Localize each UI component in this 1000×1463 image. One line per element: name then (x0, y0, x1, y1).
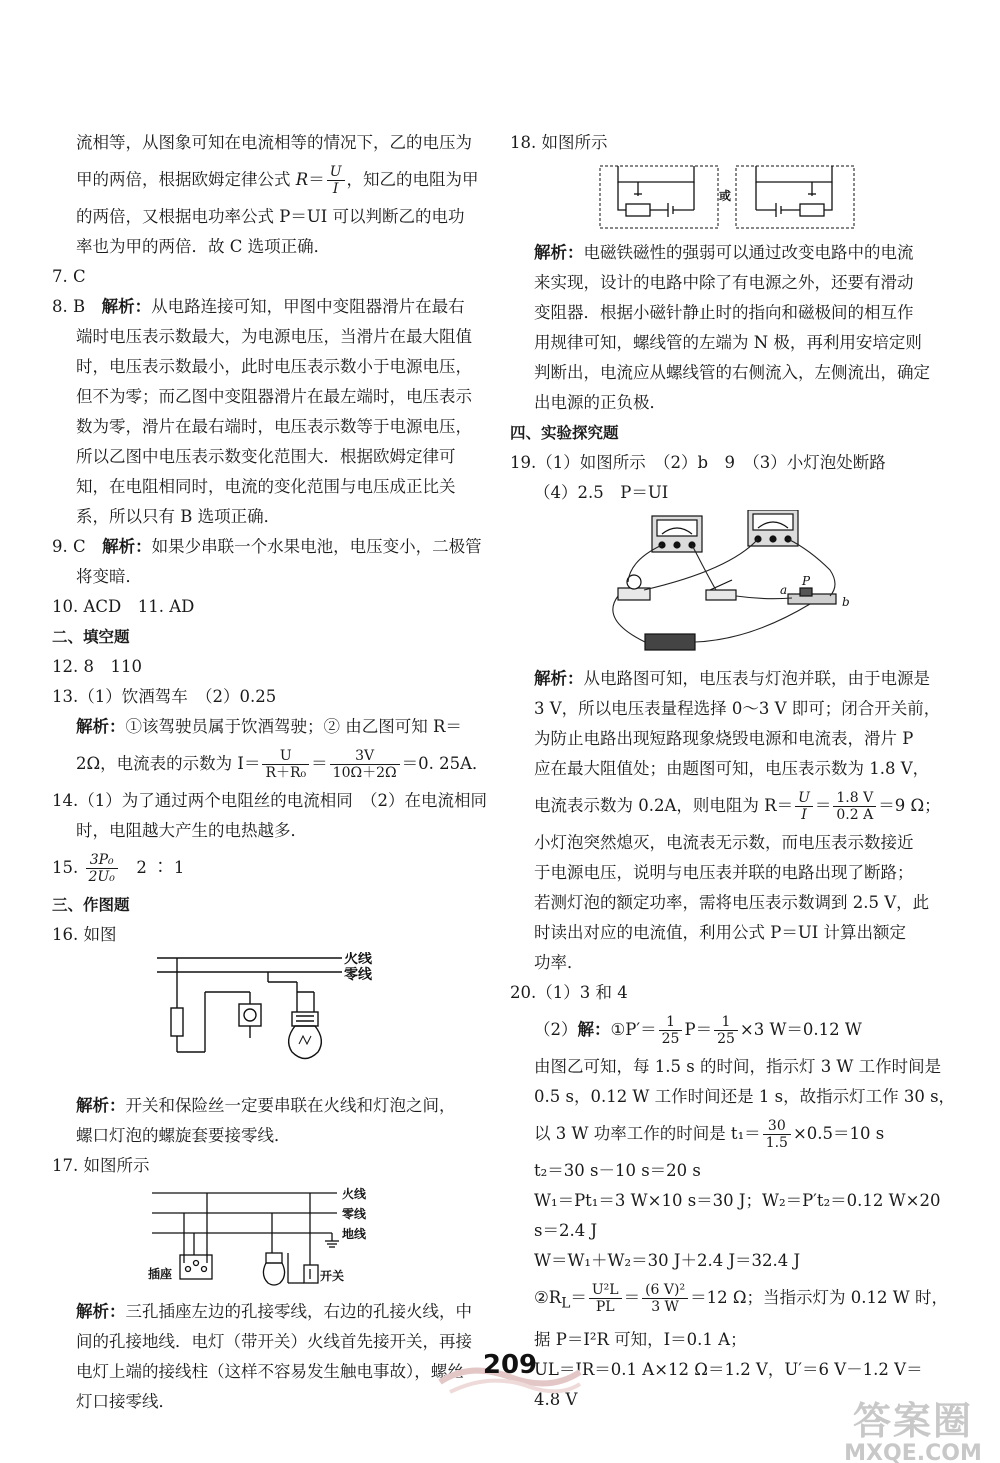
fraction: $\frac{\text{(6 V)²}}{3 W}$ (642, 1282, 688, 1315)
switch-label: 开关 (320, 1269, 345, 1283)
page-number: 209 (482, 1350, 538, 1380)
section-heading: 四、实验探究题 (510, 424, 619, 442)
text-line: 解析：开关和保险丝一定要串联在火线和灯泡之间， (76, 1096, 456, 1115)
switch-icon (239, 1004, 261, 1026)
text-line: 出电源的正负极． (534, 393, 666, 412)
text-line: 时读出对应的电流值，利用公式 P＝UI 计算出额定 (534, 923, 907, 942)
lamp-socket-icon (266, 1253, 282, 1263)
text-line: 端时电压表示数最大，为电源电压，当滑片在最大阻值 (76, 327, 472, 346)
text-line: 判断出，电流应从螺线管的右侧流入，左侧流出，确定 (534, 363, 930, 382)
light-bulb-icon (263, 1263, 284, 1285)
figure-16-household-circuit (52, 952, 492, 1087)
answer-13: 13.（1）饮酒驾车 （2）0.25 (52, 687, 277, 706)
answer-14: 14.（1）为了通过两个电阻丝的电流相同 （2）在电流相同 (52, 791, 487, 810)
text-line: 时，电阻越大产生的电热越多． (76, 821, 307, 840)
answer-8: 8. B 解析：从电路连接可知，甲图中变阻器滑片在最右 (52, 297, 465, 316)
text-line: W＝W₁＋W₂＝30 J＋2.4 J＝32.4 J (534, 1251, 801, 1270)
text-line: 应在最大阻值处；由题图可知，电压表示数为 1.8 V， (534, 759, 930, 778)
text-line: 解析：电磁铁磁性的强弱可以通过改变电路中的电流 (534, 243, 914, 262)
text-line: 解析：从电路图可知，电压表与灯泡并联，由于电源是 (534, 669, 930, 688)
circuit-diagram (510, 160, 948, 234)
light-bulb-icon (289, 1026, 322, 1059)
figure-17-socket-lamp-circuit (52, 1183, 492, 1293)
battery-box-icon (645, 634, 695, 650)
socket-label: 插座 (148, 1267, 173, 1281)
rheostat-icon (626, 204, 650, 216)
experiment-diagram (510, 510, 948, 660)
terminal-a-label: a (780, 583, 788, 597)
text-line: 为防止电路出现短路现象烧毁电源和电流表，滑片 P (534, 729, 914, 748)
fraction: $\frac{30}{1.5}$ (763, 1118, 791, 1151)
fraction: $\frac{1}{25}$ (659, 1014, 683, 1047)
site-watermark: 答案圈 MXQE.COM (844, 1399, 982, 1463)
text-line: 若测灯泡的额定功率，需将电压表示数调到 2.5 V，此 (534, 893, 930, 912)
text-line: 来实现，设计的电路中除了有电源之外，还要有滑动 (534, 273, 914, 292)
text-line: 所以乙图中电压表示数变化范围大．根据欧姆定律可 (76, 447, 456, 466)
fraction: $\frac{1}{25}$ (714, 1014, 738, 1047)
text-line: （4）2.5 P＝UI (534, 483, 669, 502)
figure-18-electromagnet-circuits (510, 160, 948, 234)
text-line: 螺口灯泡的螺旋套要接零线． (76, 1126, 291, 1145)
switch-icon (304, 1265, 318, 1283)
text-line: 灯口接零线． (76, 1392, 175, 1411)
text-line: 电灯上端的接线柱（这样不容易发生触电事故），螺丝 (76, 1362, 464, 1381)
text-line: 0.5 s，0.12 W 工作时间还是 1 s，故指示灯工作 30 s， (534, 1087, 956, 1106)
answer-19: 19.（1）如图所示 （2）b 9 （3）小灯泡处断路 (510, 453, 886, 472)
or-label: 或 (719, 189, 732, 203)
answer-7: 7. C (52, 267, 86, 286)
text-line: s＝2.4 J (534, 1221, 598, 1240)
text-line: 用规律可知，螺线管的左端为 N 极，再利用安培定则 (534, 333, 922, 352)
text-line: 解析：①该驾驶员属于饮酒驾驶；② 由乙图可知 R＝ (76, 717, 462, 736)
fraction: $\frac{\text{3P₀}}{\text{2U₀}}$ (86, 852, 118, 885)
text-line: 小灯泡突然熄灭，电流表无示数，而电压表示数接近 (534, 833, 914, 852)
live-wire-label: 火线 (344, 952, 372, 967)
answer-20: 20.（1）3 和 4 (510, 983, 628, 1002)
text-line: 数为零，滑片在最右端时，电压表示数等于电源电压， (76, 417, 472, 436)
answer-15: 15. $\frac{\text{3P₀}}{\text{2U₀}}$ 2 ∶ 1 (52, 852, 185, 885)
text-line: 4.8 V (534, 1390, 578, 1410)
ground-wire-label: 地线 (342, 1227, 367, 1241)
text-line: 甲的两倍，根据欧姆定律公式 R＝ $\frac{U}{I}$ ，知乙的电阻为甲 (76, 164, 479, 197)
fraction: $\frac{\text{U²L}}{PL}$ (589, 1282, 622, 1315)
text-line: 流相等，从图象可知在电流相等的情况下，乙的电压为 (76, 133, 472, 152)
fuse-icon (171, 1008, 183, 1036)
text-line: 将变暗． (76, 567, 142, 586)
answer-10-11: 10. ACD 11. AD (52, 597, 195, 616)
left-column (52, 128, 492, 1417)
text-line: 由图乙可知，每 1.5 s 的时间，指示灯 3 W 工作时间是 (534, 1057, 942, 1076)
lamp-socket-icon (292, 1012, 318, 1026)
text-line: t₂＝30 s－10 s＝20 s (534, 1161, 701, 1180)
text-line: 变阻器．根据小磁针静止时的指向和磁极间的相互作 (534, 303, 914, 322)
text-line: 解析：三孔插座左边的孔接零线，右边的孔接火线，中 (76, 1302, 472, 1321)
live-wire-label: 火线 (342, 1187, 367, 1201)
text-line: 间的孔接地线．电灯（带开关）火线首先接开关，再接 (76, 1332, 472, 1351)
text-line: 电流表示数为 0.2A，则电阻为 R＝ $\frac{U}{I}$ ＝ $\frac{1.8 V}{0.2 A}$ ＝9 Ω； (534, 790, 941, 823)
neutral-wire-label: 零线 (344, 967, 372, 983)
fraction: $\frac{U}{\text{R＋R₀}}$ (262, 748, 309, 781)
text-line: 功率． (534, 953, 584, 972)
fraction: $\frac{3V}{10\Omega+2\Omega}$ (330, 748, 400, 781)
answer-12: 12. 8 110 (52, 657, 142, 676)
fraction: $\frac{U}{I}$ (795, 790, 813, 823)
slider-p-label: P (802, 574, 811, 588)
figure-19-experiment-setup (510, 510, 948, 660)
section-heading: 二、填空题 (52, 628, 130, 646)
text-line: UL＝IR＝0.1 A×12 Ω＝1.2 V，U′＝6 V－1.2 V＝ (534, 1360, 923, 1380)
text-line: 的两倍，又根据电功率公式 P＝UI 可以判断乙的电功 (76, 207, 465, 226)
text-line: 以 3 W 功率工作的时间是 t₁＝ $\frac{30}{1.5}$ ×0.5＝10 s (534, 1118, 885, 1151)
text-line: 但不为零；而乙图中变阻器滑片在最左端时，电压表示 (76, 387, 472, 406)
text-line: W₁＝Pt₁＝3 W×10 s＝30 J；W₂＝P′t₂＝0.12 W×20 (534, 1191, 941, 1210)
switch-icon (706, 590, 736, 600)
circuit-diagram (52, 952, 492, 1087)
circuit-diagram (52, 1183, 492, 1293)
terminal-b-label: b (842, 595, 850, 609)
text-line: （2）解：①P′＝ $\frac{1}{25}$ P＝ $\frac{1}{25}$ ×3 W＝0.12 W (534, 1014, 862, 1047)
fraction: $\frac{U}{I}$ (327, 164, 345, 197)
text-line: 系，所以只有 B 选项正确． (76, 507, 281, 526)
circuit-box-2 (736, 166, 854, 228)
text-line: 知，在电阻相同时，电流的变化范围与电压成正比关 (76, 477, 456, 496)
text-line: 3 V，所以电压表量程选择 0～3 V 即可；闭合开关前， (534, 699, 941, 718)
text-line: 2Ω，电流表的示数为 I＝ $\frac{U}{\text{R＋R₀}}$ ＝ $\frac{3V}{10\Omega+2\Omega}$ ＝0. 25A． (76, 748, 489, 781)
section-heading: 三、作图题 (52, 896, 130, 914)
answer-16: 16. 如图 (52, 925, 117, 944)
answer-9: 9. C 解析：如果少串联一个水果电池，电压变小，二极管 (52, 537, 482, 556)
text-line: 于电源电压，说明与电压表并联的电路出现了断路； (534, 863, 914, 882)
neutral-wire-label: 零线 (342, 1207, 367, 1221)
answer-18: 18. 如图所示 (510, 133, 608, 152)
rheostat-icon (800, 204, 824, 216)
text-line: 时，电压表示数最小，此时电压表示数小于电源电压， (76, 357, 472, 376)
text-line: 据 P＝I²R 可知，I＝0.1 A； (534, 1330, 747, 1350)
text-line: 率也为甲的两倍．故 C 选项正确． (76, 237, 331, 256)
right-column (510, 128, 956, 1415)
fraction: $\frac{1.8 V}{0.2 A}$ (833, 790, 876, 823)
answer-17: 17. 如图所示 (52, 1156, 150, 1175)
text-line: $②R_L=$ $\frac{\text{U²L}}{PL}$ ＝ $\frac{\text{(6 V)²}}{3 W}$ ＝12 Ω；当指示灯为 0.12 W 时， (534, 1282, 948, 1315)
